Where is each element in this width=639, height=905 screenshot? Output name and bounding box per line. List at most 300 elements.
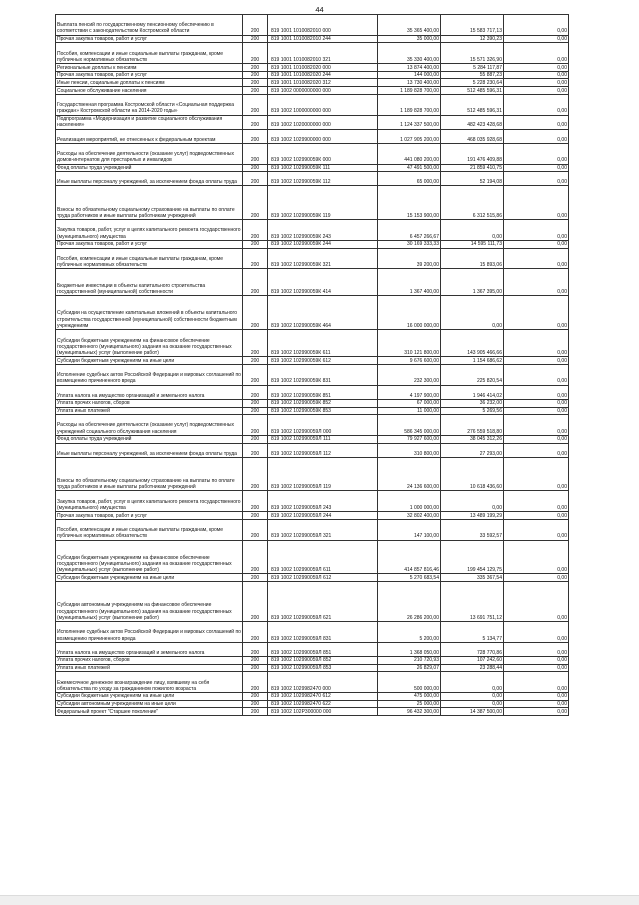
table-row: [56, 172, 569, 186]
row-name: Прочая закупка товаров, работ и услуг: [56, 240, 243, 248]
row-approved-amount: 144 000,00: [378, 71, 441, 79]
row-name: Бюджетные инвестиции в объекты капитального строительства государственной (муниципальной) собственности: [56, 269, 243, 296]
row-name: Уплата иных платежей: [56, 664, 243, 672]
row-group-code: 200: [243, 574, 268, 582]
table-row: [56, 540, 569, 574]
table-row: [56, 364, 569, 385]
row-unexecuted-amount: 0,00: [504, 574, 569, 582]
row-executed-amount: 52 194,08: [441, 172, 504, 186]
row-group-code: 200: [243, 240, 268, 248]
table-row: [56, 622, 569, 643]
row-budget-code: 819 1002 102990059К 244: [268, 240, 378, 248]
row-executed-amount: 38 045 312,26: [441, 435, 504, 443]
row-group-code: 200: [243, 708, 268, 716]
row-group-code: 200: [243, 512, 268, 520]
row-unexecuted-amount: 0,00: [504, 664, 569, 672]
row-group-code: 200: [243, 491, 268, 512]
row-executed-amount: 5 284 117,87: [441, 64, 504, 72]
page-number: 44: [315, 5, 324, 14]
table-row: [56, 129, 569, 143]
row-group-code: 200: [243, 43, 268, 64]
row-group-code: 200: [243, 622, 268, 643]
row-name: Субсидии автономным учреждениям на иные цели: [56, 700, 243, 708]
row-unexecuted-amount: 0,00: [504, 491, 569, 512]
row-name: Государственная программа Костромской области «Социальная поддержка граждан» Костромской области на 2014-2020 годы»: [56, 94, 243, 115]
row-approved-amount: 13 730 400,00: [378, 79, 441, 87]
row-unexecuted-amount: 0,00: [504, 540, 569, 574]
row-group-code: 200: [243, 186, 268, 220]
row-unexecuted-amount: 0,00: [504, 656, 569, 664]
row-name: Иные выплаты персоналу учреждений, за исключением фонда оплаты труда: [56, 172, 243, 186]
row-unexecuted-amount: 0,00: [504, 248, 569, 269]
row-executed-amount: 1 367 395,00: [441, 269, 504, 296]
row-approved-amount: 15 153 900,00: [378, 186, 441, 220]
row-approved-amount: 475 000,00: [378, 693, 441, 701]
row-executed-amount: 5 269,56: [441, 407, 504, 415]
row-budget-code: 819 1002 102990059Л 621: [268, 581, 378, 621]
row-name: Социальное обслуживание населения: [56, 87, 243, 95]
row-budget-code: 819 1001 1010082010 321: [268, 43, 378, 64]
row-name: Пособия, компенсации и иные социальные выплаты гражданам, кроме публичных нормативных обязательств: [56, 248, 243, 269]
table-row: [56, 164, 569, 172]
row-name: Субсидии автономным учреждениям на финансовое обеспечение государственного (муниципального) задания на оказание государственных (муниципальных) услуг (выполнение работ): [56, 581, 243, 621]
table-row: [56, 435, 569, 443]
row-executed-amount: 13 691 751,12: [441, 581, 504, 621]
row-budget-code: 819 1002 102990059К 852: [268, 399, 378, 407]
row-unexecuted-amount: 0,00: [504, 435, 569, 443]
row-budget-code: 819 1002 102990059Л 321: [268, 519, 378, 540]
row-unexecuted-amount: 0,00: [504, 269, 569, 296]
row-executed-amount: 33 592,57: [441, 519, 504, 540]
row-approved-amount: 147 100,00: [378, 519, 441, 540]
table-row: [56, 708, 569, 716]
row-group-code: 200: [243, 700, 268, 708]
row-budget-code: 819 1002 102990059Л 612: [268, 574, 378, 582]
row-name: Субсидии бюджетным учреждениям на иные цели: [56, 574, 243, 582]
row-budget-code: 819 1002 102990059Л 119: [268, 457, 378, 491]
table-row: [56, 143, 569, 164]
row-approved-amount: 310 121 800,00: [378, 330, 441, 357]
row-unexecuted-amount: 0,00: [504, 186, 569, 220]
row-budget-code: 819 1002 102990059Л 853: [268, 664, 378, 672]
row-name: Уплата иных платежей: [56, 407, 243, 415]
row-name: Закупка товаров, работ, услуг в целях капитального ремонта государственного (муниципального) имущества: [56, 220, 243, 241]
row-budget-code: 819 1001 1010082020 000: [268, 64, 378, 72]
row-group-code: 200: [243, 581, 268, 621]
row-budget-code: 819 1002 1029982470 622: [268, 700, 378, 708]
row-budget-code: 819 1002 102990059К 414: [268, 269, 378, 296]
row-budget-code: 819 1002 102990059К 612: [268, 357, 378, 365]
row-approved-amount: 5 270 683,54: [378, 574, 441, 582]
row-unexecuted-amount: 0,00: [504, 87, 569, 95]
row-group-code: 200: [243, 457, 268, 491]
row-executed-amount: 5 134,77: [441, 622, 504, 643]
row-group-code: 200: [243, 385, 268, 399]
row-budget-code: 819 1002 102990059Л 243: [268, 491, 378, 512]
row-budget-code: 819 1001 1010082020 312: [268, 79, 378, 87]
row-executed-amount: 21 859 410,75: [441, 164, 504, 172]
row-unexecuted-amount: 0,00: [504, 385, 569, 399]
row-unexecuted-amount: 0,00: [504, 708, 569, 716]
row-budget-code: 819 1002 102990059К 321: [268, 248, 378, 269]
row-budget-code: 819 1002 102990059Л 244: [268, 512, 378, 520]
row-executed-amount: 0,00: [441, 700, 504, 708]
row-group-code: 200: [243, 64, 268, 72]
row-name: Ежемесячное денежное вознаграждение лицу, взявшему на себя обязательства по уходу за гражданином пожилого возраста: [56, 672, 243, 693]
row-unexecuted-amount: 0,00: [504, 672, 569, 693]
table-row: [56, 79, 569, 87]
budget-table: [55, 14, 569, 716]
row-executed-amount: 1 154 686,62: [441, 357, 504, 365]
row-budget-code: 819 1002 102990059Л 111: [268, 435, 378, 443]
row-group-code: 200: [243, 129, 268, 143]
row-budget-code: 819 1002 1029900000 000: [268, 129, 378, 143]
row-budget-code: 819 1002 102990059К 243: [268, 220, 378, 241]
row-executed-amount: 13 489 199,29: [441, 512, 504, 520]
row-unexecuted-amount: 0,00: [504, 94, 569, 115]
table-row: [56, 693, 569, 701]
row-group-code: 200: [243, 87, 268, 95]
row-group-code: 200: [243, 443, 268, 457]
row-group-code: 200: [243, 15, 268, 36]
row-budget-code: 819 1002 0000000000 000: [268, 87, 378, 95]
row-executed-amount: 5 228 230,64: [441, 79, 504, 87]
row-group-code: 200: [243, 664, 268, 672]
row-name: Субсидии бюджетным учреждениям на иные цели: [56, 693, 243, 701]
row-name: Уплата налога на имущество организаций и земельного налога: [56, 385, 243, 399]
row-unexecuted-amount: 0,00: [504, 172, 569, 186]
row-unexecuted-amount: 0,00: [504, 407, 569, 415]
row-budget-code: 819 1002 102990059Л 112: [268, 443, 378, 457]
row-name: Субсидии на осуществление капитальных вложений в объекты капитального строительства государственной (муниципальной) собственности бюджетным учреждениям: [56, 296, 243, 330]
row-approved-amount: 30 169 333,33: [378, 240, 441, 248]
row-approved-amount: 25 000,00: [378, 700, 441, 708]
row-name: Закупка товаров, работ, услуг в целях капитального ремонта государственного (муниципального) имущества: [56, 491, 243, 512]
row-executed-amount: 23 288,44: [441, 664, 504, 672]
row-name: Иные выплаты персоналу учреждений, за исключением фонда оплаты труда: [56, 443, 243, 457]
row-executed-amount: 512 485 596,31: [441, 94, 504, 115]
row-executed-amount: 225 820,54: [441, 364, 504, 385]
row-group-code: 200: [243, 540, 268, 574]
row-approved-amount: 1 368 050,00: [378, 642, 441, 656]
row-name: Исполнение судебных актов Российской Федерации и мировых соглашений по возмещению причиненного вреда: [56, 364, 243, 385]
row-unexecuted-amount: 0,00: [504, 129, 569, 143]
table-row: [56, 443, 569, 457]
row-executed-amount: 12 390,23: [441, 35, 504, 43]
row-group-code: 200: [243, 330, 268, 357]
row-executed-amount: 27 293,00: [441, 443, 504, 457]
row-approved-amount: 1 367 400,00: [378, 269, 441, 296]
table-row: [56, 15, 569, 36]
row-budget-code: 819 1002 1029982470 612: [268, 693, 378, 701]
table-row: [56, 574, 569, 582]
row-name: Субсидии бюджетным учреждениям на финансовое обеспечение государственного (муниципального) задания на оказание государственных (муниципальных) услуг (выполнение работ): [56, 540, 243, 574]
row-executed-amount: 0,00: [441, 296, 504, 330]
table-row: [56, 94, 569, 115]
row-unexecuted-amount: 0,00: [504, 415, 569, 436]
row-name: Расходы на обеспечение деятельности (оказание услуг) подведомственных учреждений социального обслуживания населения: [56, 415, 243, 436]
table-row: [56, 656, 569, 664]
table-row: [56, 35, 569, 43]
row-budget-code: 819 1001 1010082020 244: [268, 71, 378, 79]
row-name: Уплата налога на имущество организаций и земельного налога: [56, 642, 243, 656]
row-name: Взносы по обязательному социальному страхованию на выплаты по оплате труда работников и иные выплаты работникам учреждений: [56, 457, 243, 491]
row-approved-amount: 586 345 000,00: [378, 415, 441, 436]
row-executed-amount: 14 387 500,00: [441, 708, 504, 716]
row-approved-amount: 1 000 000,00: [378, 491, 441, 512]
row-group-code: 200: [243, 672, 268, 693]
row-unexecuted-amount: 0,00: [504, 357, 569, 365]
table-row: [56, 399, 569, 407]
row-name: Региональные доплаты к пенсиям: [56, 64, 243, 72]
row-unexecuted-amount: 0,00: [504, 642, 569, 656]
row-budget-code: 819 1002 102990059К 119: [268, 186, 378, 220]
row-group-code: 200: [243, 407, 268, 415]
row-budget-code: 819 1001 1010082010 244: [268, 35, 378, 43]
row-approved-amount: 4 197 900,00: [378, 385, 441, 399]
row-budget-code: 819 1002 1000000000 000: [268, 94, 378, 115]
row-executed-amount: 36 232,00: [441, 399, 504, 407]
table-row: [56, 415, 569, 436]
row-unexecuted-amount: 0,00: [504, 164, 569, 172]
row-approved-amount: 13 874 400,00: [378, 64, 441, 72]
row-group-code: 200: [243, 642, 268, 656]
row-approved-amount: 35 330 400,00: [378, 43, 441, 64]
row-group-code: 200: [243, 296, 268, 330]
row-approved-amount: 24 136 600,00: [378, 457, 441, 491]
row-unexecuted-amount: 0,00: [504, 399, 569, 407]
row-group-code: 200: [243, 364, 268, 385]
row-executed-amount: 468 035 928,68: [441, 129, 504, 143]
table-row: [56, 248, 569, 269]
row-executed-amount: 0,00: [441, 672, 504, 693]
row-group-code: 200: [243, 35, 268, 43]
table-row: [56, 457, 569, 491]
row-unexecuted-amount: 0,00: [504, 443, 569, 457]
table-row: [56, 664, 569, 672]
row-executed-amount: 512 485 596,31: [441, 87, 504, 95]
row-approved-amount: 1 189 828 700,00: [378, 87, 441, 95]
table-row: [56, 491, 569, 512]
row-group-code: 200: [243, 435, 268, 443]
table-row: [56, 220, 569, 241]
row-unexecuted-amount: 0,00: [504, 519, 569, 540]
row-budget-code: 819 1002 102990059Л 852: [268, 656, 378, 664]
row-name: Подпрограмма «Модернизация и развитие социального обслуживания населения»: [56, 115, 243, 129]
row-unexecuted-amount: 0,00: [504, 330, 569, 357]
row-unexecuted-amount: 0,00: [504, 581, 569, 621]
row-budget-code: 819 1002 102990059Л 611: [268, 540, 378, 574]
row-executed-amount: 199 454 129,75: [441, 540, 504, 574]
row-unexecuted-amount: 0,00: [504, 64, 569, 72]
row-group-code: 200: [243, 248, 268, 269]
table-row: [56, 71, 569, 79]
row-name: Уплата прочих налогов, сборов: [56, 399, 243, 407]
row-group-code: 200: [243, 519, 268, 540]
row-budget-code: 819 1002 102990059К 464: [268, 296, 378, 330]
table-row: [56, 672, 569, 693]
row-budget-code: 819 1002 102990059К 831: [268, 364, 378, 385]
row-approved-amount: 32 802 400,00: [378, 512, 441, 520]
row-group-code: 200: [243, 220, 268, 241]
table-row: [56, 581, 569, 621]
row-group-code: 200: [243, 164, 268, 172]
table-row: [56, 642, 569, 656]
table-row: [56, 186, 569, 220]
row-executed-amount: 276 559 518,80: [441, 415, 504, 436]
row-approved-amount: 47 491 500,00: [378, 164, 441, 172]
row-executed-amount: 15 893,06: [441, 248, 504, 269]
row-name: Прочая закупка товаров, работ и услуг: [56, 71, 243, 79]
table-row: [56, 296, 569, 330]
row-approved-amount: 35 000,00: [378, 35, 441, 43]
row-unexecuted-amount: 0,00: [504, 364, 569, 385]
row-approved-amount: 65 000,00: [378, 172, 441, 186]
row-budget-code: 819 1002 102Р300000 000: [268, 708, 378, 716]
row-unexecuted-amount: 0,00: [504, 79, 569, 87]
row-approved-amount: 39 200,00: [378, 248, 441, 269]
row-approved-amount: 1 027 905 200,00: [378, 129, 441, 143]
row-group-code: 200: [243, 94, 268, 115]
row-executed-amount: 143 905 466,66: [441, 330, 504, 357]
row-name: Прочая закупка товаров, работ и услуг: [56, 35, 243, 43]
row-approved-amount: 26 829,07: [378, 664, 441, 672]
row-unexecuted-amount: 0,00: [504, 15, 569, 36]
table-row: [56, 700, 569, 708]
row-group-code: 200: [243, 656, 268, 664]
row-group-code: 200: [243, 399, 268, 407]
table-row: [56, 240, 569, 248]
viewer-bottom-bar: [0, 895, 639, 905]
row-name: Уплата прочих налогов, сборов: [56, 656, 243, 664]
row-approved-amount: 1 124 337 500,00: [378, 115, 441, 129]
row-executed-amount: 107 242,60: [441, 656, 504, 664]
row-group-code: 200: [243, 143, 268, 164]
row-name: Фонд оплаты труда учреждений: [56, 164, 243, 172]
row-approved-amount: 67 000,00: [378, 399, 441, 407]
table-row: [56, 43, 569, 64]
row-approved-amount: 232 300,00: [378, 364, 441, 385]
row-unexecuted-amount: 0,00: [504, 296, 569, 330]
row-budget-code: 819 1002 102990059К 112: [268, 172, 378, 186]
row-budget-code: 819 1002 102990059Л 851: [268, 642, 378, 656]
row-group-code: 200: [243, 71, 268, 79]
row-approved-amount: 414 857 816,46: [378, 540, 441, 574]
row-name: Субсидии бюджетным учреждениям на финансовое обеспечение государственного (муниципального) задания на оказание государственных (муниципальных) услуг (выполнение работ): [56, 330, 243, 357]
row-unexecuted-amount: 0,00: [504, 143, 569, 164]
row-approved-amount: 5 200,00: [378, 622, 441, 643]
table-row: [56, 407, 569, 415]
table-row: [56, 87, 569, 95]
row-executed-amount: 1 946 414,02: [441, 385, 504, 399]
row-name: Фонд оплаты труда учреждений: [56, 435, 243, 443]
row-group-code: 200: [243, 269, 268, 296]
row-approved-amount: 9 676 600,00: [378, 357, 441, 365]
row-name: Иные пенсии, социальные доплаты к пенсиям: [56, 79, 243, 87]
row-budget-code: 819 1002 102990059Л 000: [268, 415, 378, 436]
row-unexecuted-amount: 0,00: [504, 35, 569, 43]
row-approved-amount: 441 080 200,00: [378, 143, 441, 164]
table-row: [56, 269, 569, 296]
row-approved-amount: 96 432 300,00: [378, 708, 441, 716]
row-name: Субсидии бюджетным учреждениям на иные цели: [56, 357, 243, 365]
table-row: [56, 357, 569, 365]
row-approved-amount: 6 457 266,67: [378, 220, 441, 241]
row-approved-amount: 1 189 828 700,00: [378, 94, 441, 115]
row-executed-amount: 335 367,54: [441, 574, 504, 582]
row-executed-amount: 55 887,23: [441, 71, 504, 79]
row-name: Реализация мероприятий, не отнесенных к федеральным проектам: [56, 129, 243, 143]
row-unexecuted-amount: 0,00: [504, 622, 569, 643]
budget-table-body: [56, 15, 569, 716]
row-unexecuted-amount: 0,00: [504, 512, 569, 520]
row-budget-code: 819 1002 102990059К 851: [268, 385, 378, 399]
row-name: Пособия, компенсации и иные социальные выплаты гражданам, кроме публичных нормативных обязательств: [56, 43, 243, 64]
row-budget-code: 819 1002 102990059К 611: [268, 330, 378, 357]
row-unexecuted-amount: 0,00: [504, 693, 569, 701]
row-budget-code: 819 1001 1010082010 000: [268, 15, 378, 36]
row-budget-code: 819 1002 102990059К 853: [268, 407, 378, 415]
row-executed-amount: 15 583 717,13: [441, 15, 504, 36]
row-executed-amount: 728 770,86: [441, 642, 504, 656]
row-executed-amount: 15 571 326,90: [441, 43, 504, 64]
row-approved-amount: 500 000,00: [378, 672, 441, 693]
row-name: Федеральный проект "Старшее поколение": [56, 708, 243, 716]
row-group-code: 200: [243, 357, 268, 365]
row-group-code: 200: [243, 172, 268, 186]
row-unexecuted-amount: 0,00: [504, 43, 569, 64]
row-name: Исполнение судебных актов Российской Федерации и мировых соглашений по возмещению причиненного вреда: [56, 622, 243, 643]
table-row: [56, 519, 569, 540]
row-name: Выплата пенсий по государственному пенсионному обеспечению в соответствии с законодательством Костромской области: [56, 15, 243, 36]
row-budget-code: 819 1002 102990059Л 831: [268, 622, 378, 643]
row-executed-amount: 14 595 111,73: [441, 240, 504, 248]
table-row: [56, 385, 569, 399]
row-name: Расходы на обеспечение деятельности (оказание услуг) подведомственных домов-интернатов для престарелых и инвалидов: [56, 143, 243, 164]
row-approved-amount: 35 365 400,00: [378, 15, 441, 36]
row-unexecuted-amount: 0,00: [504, 240, 569, 248]
row-group-code: 200: [243, 79, 268, 87]
row-executed-amount: 6 312 515,86: [441, 186, 504, 220]
row-approved-amount: 11 000,00: [378, 407, 441, 415]
table-row: [56, 512, 569, 520]
row-executed-amount: 191 476 409,88: [441, 143, 504, 164]
row-group-code: 200: [243, 115, 268, 129]
table-row: [56, 330, 569, 357]
row-executed-amount: 0,00: [441, 693, 504, 701]
row-budget-code: 819 1002 1020000000 000: [268, 115, 378, 129]
row-unexecuted-amount: 0,00: [504, 457, 569, 491]
row-name: Взносы по обязательному социальному страхованию на выплаты по оплате труда работников и иные выплаты работникам учреждений: [56, 186, 243, 220]
row-executed-amount: 0,00: [441, 220, 504, 241]
row-approved-amount: 210 720,93: [378, 656, 441, 664]
row-unexecuted-amount: 0,00: [504, 71, 569, 79]
row-unexecuted-amount: 0,00: [504, 220, 569, 241]
table-row: [56, 64, 569, 72]
row-executed-amount: 482 423 428,68: [441, 115, 504, 129]
row-approved-amount: 79 927 600,00: [378, 435, 441, 443]
row-executed-amount: 10 618 436,60: [441, 457, 504, 491]
row-name: Прочая закупка товаров, работ и услуг: [56, 512, 243, 520]
row-group-code: 200: [243, 415, 268, 436]
table-row: [56, 115, 569, 129]
row-unexecuted-amount: 0,00: [504, 700, 569, 708]
row-name: Пособия, компенсации и иные социальные выплаты гражданам, кроме публичных нормативных обязательств: [56, 519, 243, 540]
row-group-code: 200: [243, 693, 268, 701]
row-unexecuted-amount: 0,00: [504, 115, 569, 129]
row-approved-amount: 26 286 200,00: [378, 581, 441, 621]
row-approved-amount: 310 800,00: [378, 443, 441, 457]
